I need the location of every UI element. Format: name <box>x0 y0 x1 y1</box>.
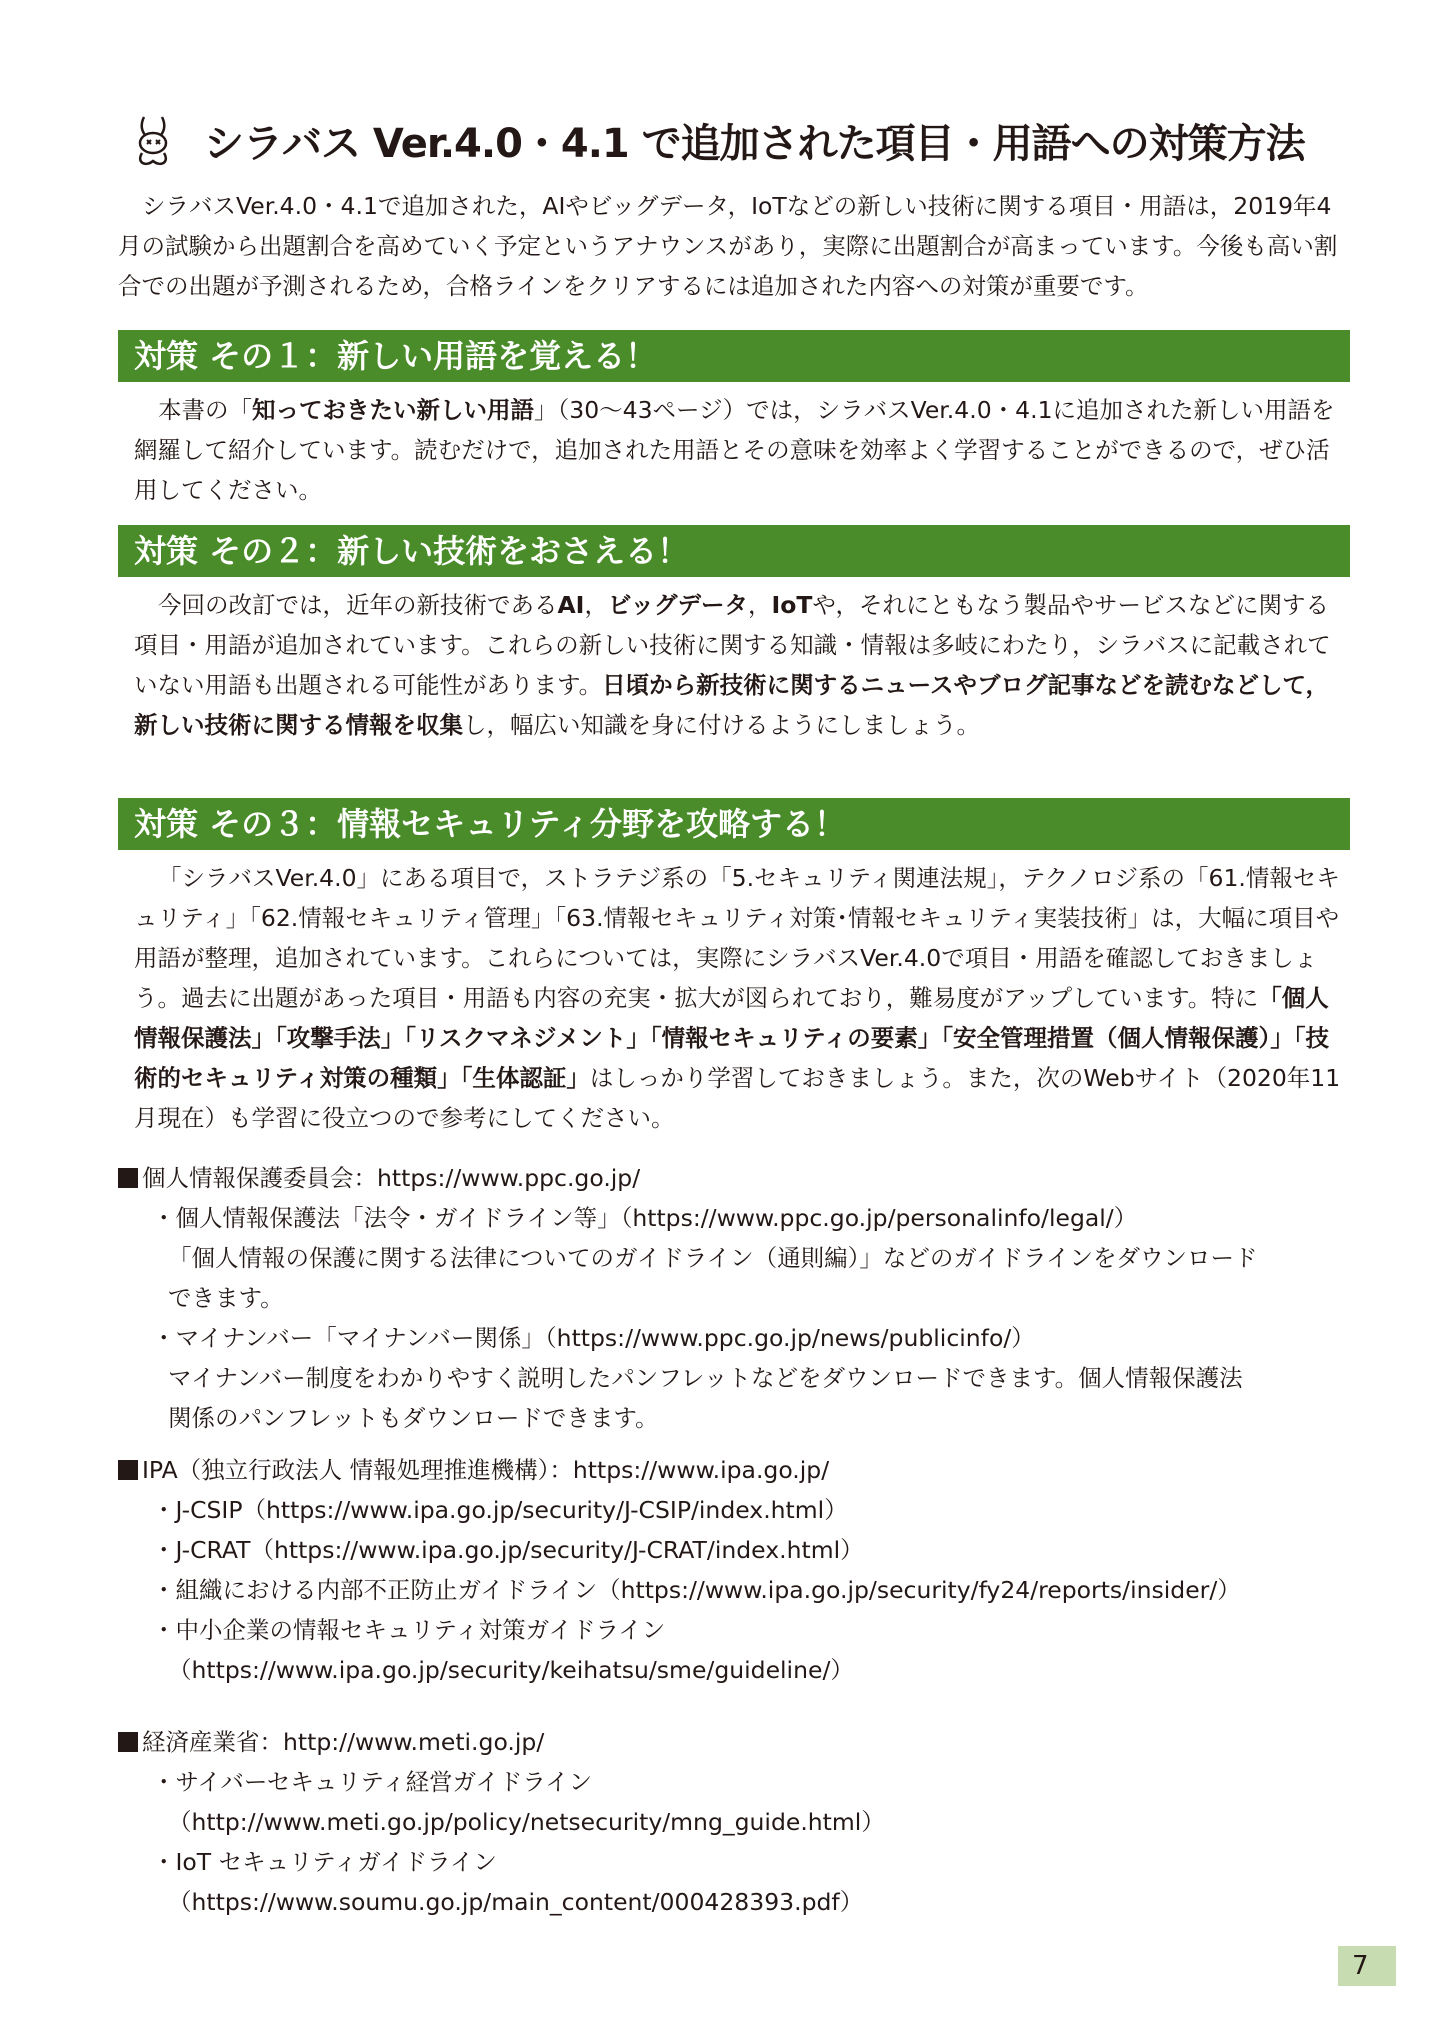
link-item: ・ J-CRAT（https://www.ipa.go.jp/security/J-CRAT/index.html） <box>118 1530 1358 1570</box>
section-3-heading: 対策 その３：情報セキュリティ分野を攻略する！ <box>118 798 1350 850</box>
link-group-ipa <box>118 1450 1358 1690</box>
link-group-heading: 個人情報保護委員会：https://www.ppc.go.jp/ <box>118 1158 1358 1198</box>
section-1-heading: 対策 その１：新しい用語を覚える！ <box>118 330 1350 382</box>
link-description: できます。 <box>168 1284 284 1312</box>
section-2-body <box>134 585 1346 745</box>
link-group-ppc <box>118 1158 1358 1438</box>
section-1-paragraph: 本書の「知っておきたい新しい用語」（30〜43ページ）では，シラバスVer.4.0・4.1に追加された新しい用語を網羅して紹介しています。読むだけで，追加された用語とその意味を効率よく学習することができるので，ぜひ活用してください。 <box>134 396 1335 504</box>
intro-paragraph: シラバスVer.4.0・4.1で追加された，AIやビッグデータ，IoTなどの新しい技術に関する項目・用語は，2019年4月の試験から出題割合を高めていく予定というアナウンスがあり，実際に出題割合が高まっています。今後も高い割合での出題が予測されるため，合格ラインをクリアするには追加された内容への対策が重要です。 <box>118 192 1338 300</box>
link-group-meti <box>118 1722 1358 1922</box>
link-item: ・ 中小企業の情報セキュリティ対策ガイドライン <box>118 1610 1358 1650</box>
link-group-heading: 経済産業省：http://www.meti.go.jp/ <box>118 1722 1358 1762</box>
link-description: （https://www.soumu.go.jp/main_content/000428393.pdf） <box>168 1888 864 1916</box>
link-item: ・ 組織における内部不正防止ガイドライン（https://www.ipa.go.jp/security/fy24/reports/insider/） <box>118 1570 1358 1610</box>
link-group-heading: IPA（独立行政法人 情報処理推進機構）：https://www.ipa.go.jp/ <box>118 1450 1358 1490</box>
square-bullet-icon <box>118 1168 138 1188</box>
rabbit-mascot-icon <box>128 113 180 169</box>
title-row <box>128 112 1305 169</box>
section-1-body <box>134 390 1346 510</box>
link-description: マイナンバー制度をわかりやすく説明したパンフレットなどをダウンロードできます。個人情報保護法 <box>168 1364 1243 1392</box>
section-2-paragraph: 今回の改訂では，近年の新技術であるAI，ビッグデータ，IoTや，それにともなう製品やサービスなどに関する項目・用語が追加されています。これらの新しい技術に関する知識・情報は多岐にわたり，シラバスに記載されていない用語も出題される可能性があります。日頃から新技術に関するニュースやブログ記事などを読むなどして，新しい技術に関する情報を収集し，幅広い知識を身に付けるようにしましょう。 <box>134 591 1331 739</box>
link-item: ・ J-CSIP（https://www.ipa.go.jp/security/J-CSIP/index.html） <box>118 1490 1358 1530</box>
section-2-heading: 対策 その２：新しい技術をおさえる！ <box>118 525 1350 577</box>
page-number: 7 <box>1338 1946 1396 1986</box>
intro-text <box>118 186 1340 306</box>
square-bullet-icon <box>118 1732 138 1752</box>
link-item: ・ IoT セキュリティガイドライン <box>118 1842 1358 1882</box>
square-bullet-icon <box>118 1460 138 1480</box>
section-3-paragraph: 「シラバスVer.4.0」にある項目で，ストラテジ系の「5.セキュリティ関連法規」，テクノロジ系の「61.情報セキュリティ」「62.情報セキュリティ管理」「63.情報セキュリティ対策･情報セキュリティ実装技術」は，大幅に項目や用語が整理，追加されています。これらについては，実際にシラバスVer.4.0で項目・用語を確認しておきましょう。過去に出題があった項目・用語も内容の充実・拡大が図られており，難易度がアップしています。特に「個人情報保護法」「攻撃手法」「リスクマネジメント」「情報セキュリティの要素」「安全管理措置（個人情報保護）」「技術的セキュリティ対策の種類」「生体認証」はしっかり学習しておきましょう。また，次のWebサイト（2020年11月現在）も学習に役立つので参考にしてください。 <box>134 864 1341 1132</box>
link-description: （http://www.meti.go.jp/policy/netsecurity/mng_guide.html） <box>168 1808 885 1836</box>
link-description: 関係のパンフレットもダウンロードできます。 <box>168 1404 659 1432</box>
page-title: シラバス Ver.4.0・4.1 で追加された項目・用語への対策方法 <box>204 121 1305 167</box>
link-description: 「個人情報の保護に関する法律についてのガイドライン（通則編）」などのガイドラインをダウンロード <box>168 1244 1258 1272</box>
link-item: ・ 個人情報保護法「法令・ガイドライン等」（https://www.ppc.go.jp/personalinfo/legal/） <box>118 1198 1358 1238</box>
link-item: ・ サイバーセキュリティ経営ガイドライン <box>118 1762 1358 1802</box>
link-description: （https://www.ipa.go.jp/security/keihatsu/sme/guideline/） <box>168 1656 854 1684</box>
section-3-body <box>134 858 1346 1138</box>
link-item: ・ マイナンバー「マイナンバー関係」（https://www.ppc.go.jp/news/publicinfo/） <box>118 1318 1358 1358</box>
